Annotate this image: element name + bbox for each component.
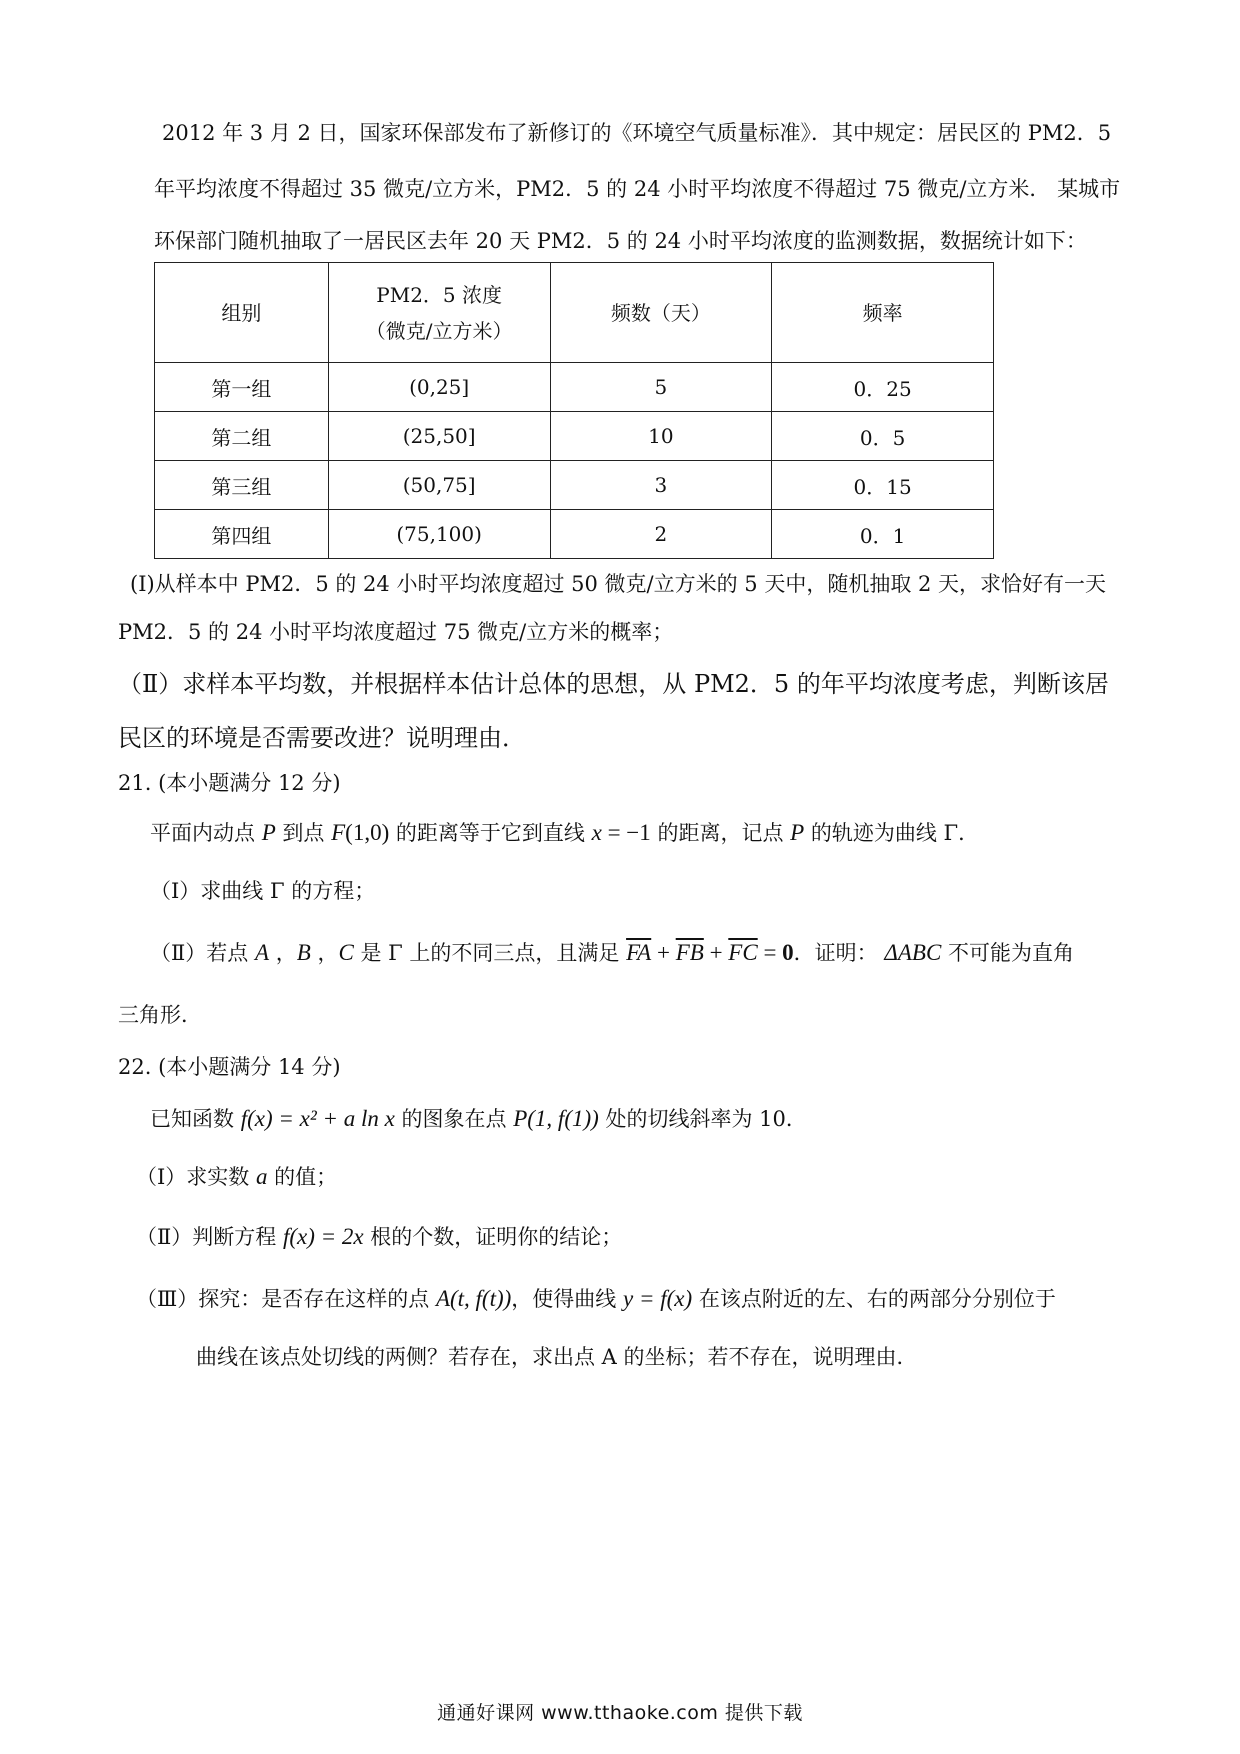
q21-stem-text: 的距离，记点: [650, 821, 791, 845]
q22-header: 22. (本小题满分 14 分): [118, 1055, 341, 1079]
q21-stem: [150, 818, 979, 848]
q22-part1-text: （Ⅰ）求实数: [136, 1165, 256, 1189]
var-B: B: [296, 940, 311, 965]
q22-part3-text: ，使得曲线: [511, 1287, 623, 1311]
table-row: [155, 363, 994, 412]
cell-group: 第四组: [155, 510, 329, 559]
table-header-row: [155, 263, 994, 363]
cell-range: (25,50]: [328, 412, 550, 461]
cell-count: 2: [550, 510, 772, 559]
point-P: P(1, f(1)): [513, 1106, 599, 1131]
zero-vector: 0: [782, 940, 794, 965]
cell-group: 第二组: [155, 412, 329, 461]
plus-sign: +: [651, 940, 676, 965]
q20-part2-line1: （Ⅱ）求样本平均数，并根据样本估计总体的思想，从 PM2．5 的年平均浓度考虑，判断该居: [118, 670, 1109, 698]
cell-range: (0,25]: [328, 363, 550, 412]
var-A: A: [254, 940, 270, 965]
q22-part2: [136, 1222, 622, 1252]
cell-range: (50,75]: [328, 461, 550, 510]
q22-stem: [150, 1104, 807, 1134]
q22-part2-text: 根的个数，证明你的结论；: [363, 1225, 623, 1249]
q20-part1-line2: PM2．5 的 24 小时平均浓度超过 75 微克/立方米的概率；: [118, 620, 674, 644]
q22-part1: [136, 1162, 337, 1192]
q21-part2-text: 是 Γ 上的不同三点，且满足: [353, 941, 627, 965]
var-P: P: [790, 820, 805, 845]
var-a: a: [255, 1164, 268, 1189]
intro-line-2: 年平均浓度不得超过 35 微克/立方米，PM2．5 的 24 小时平均浓度不得超过 75 微克/立方米． 某城市: [154, 177, 1121, 201]
q22-part1-text: 的值；: [267, 1165, 338, 1189]
equals-sign: =: [757, 940, 783, 965]
separator: ，: [269, 941, 297, 965]
point-A: A(t, f(t)): [435, 1286, 512, 1311]
intro-line-1: 2012 年 3 月 2 日，国家环保部发布了新修订的《环境空气质量标准》．其中规定：居民区的 PM2．5: [162, 121, 1112, 145]
q21-stem-text: 到点: [275, 821, 332, 845]
q21-stem-text: 平面内动点: [150, 821, 262, 845]
q21-part1: （Ⅰ）求曲线 Γ 的方程；: [150, 879, 376, 903]
q21-stem-text: 的距离等于它到直线: [389, 821, 592, 845]
q21-part2-line1: [150, 938, 1074, 968]
page-footer: 通通好课网 www.tthaoke.com 提供下载: [437, 1702, 803, 1724]
q22-part3-line1: [136, 1284, 1056, 1314]
cell-rate: 0．1: [772, 510, 994, 559]
header-concentration-line2: （微克/立方米）: [365, 318, 513, 343]
var-C: C: [338, 940, 354, 965]
q22-stem-text: 已知函数: [150, 1107, 241, 1131]
curve-equation: y = f(x): [622, 1286, 693, 1311]
vector-FB: $\overline{FB}$: [675, 940, 704, 965]
q22-stem-text: 处的切线斜率为 10．: [598, 1107, 807, 1131]
pm25-frequency-table: [154, 262, 994, 559]
vector-FC: $\overline{FC}$: [728, 940, 758, 965]
cell-group: 第三组: [155, 461, 329, 510]
vector-FA: $\overline{FA}$: [626, 940, 652, 965]
q22-part3-text: （Ⅲ）探究：是否存在这样的点: [136, 1287, 436, 1311]
q21-stem-text: 的轨迹为曲线 Γ．: [804, 821, 980, 845]
q22-part3-text: 在该点附近的左、右的两部分分别位于: [692, 1287, 1056, 1311]
q22-part3-line2: 曲线在该点处切线的两侧？若存在，求出点 A 的坐标；若不存在，说明理由．: [196, 1345, 918, 1369]
cell-count: 3: [550, 461, 772, 510]
header-concentration-line1: PM2．5 浓度: [376, 282, 503, 307]
q21-part2-text: （Ⅱ）若点: [150, 941, 255, 965]
cell-rate: 0．15: [772, 461, 994, 510]
intro-line-3: 环保部门随机抽取了一居民区去年 20 天 PM2．5 的 24 小时平均浓度的监测数据，数据统计如下：: [154, 229, 1087, 253]
cell-rate: 0．25: [772, 363, 994, 412]
q20-part1-line1: (Ⅰ)从样本中 PM2．5 的 24 小时平均浓度超过 50 微克/立方米的 5 天中，随机抽取 2 天，求恰好有一天: [130, 572, 1107, 596]
equation-f-2x: f(x) = 2x: [282, 1224, 364, 1249]
cell-count: 5: [550, 363, 772, 412]
point-F: F(1,0): [331, 820, 390, 845]
q21-part2-text: 不可能为直角: [941, 941, 1074, 965]
cell-rate: 0．5: [772, 412, 994, 461]
cell-count: 10: [550, 412, 772, 461]
q22-stem-text: 的图象在点: [394, 1107, 514, 1131]
header-concentration: [328, 263, 550, 363]
table-row: [155, 510, 994, 559]
plus-sign: +: [703, 940, 729, 965]
q22-part2-text: （Ⅱ）判断方程: [136, 1225, 283, 1249]
header-rate: 频率: [772, 263, 994, 363]
cell-range: (75,100): [328, 510, 550, 559]
line-equation: x = −1: [591, 820, 651, 845]
header-group: 组别: [155, 263, 329, 363]
header-frequency: 频数（天）: [550, 263, 772, 363]
q21-part2-line2: 三角形．: [118, 1003, 202, 1027]
var-P: P: [261, 820, 276, 845]
separator: ，: [310, 941, 339, 965]
cell-group: 第一组: [155, 363, 329, 412]
table-row: [155, 461, 994, 510]
q21-part2-text: ．证明：: [793, 941, 885, 965]
q20-part2-line2: 民区的环境是否需要改进？说明理由．: [118, 724, 526, 752]
q21-header: 21. (本小题满分 12 分): [118, 771, 341, 795]
triangle-ABC: ΔABC: [884, 940, 942, 965]
function-definition: f(x) = x² + a ln x: [240, 1106, 395, 1131]
table-row: [155, 412, 994, 461]
